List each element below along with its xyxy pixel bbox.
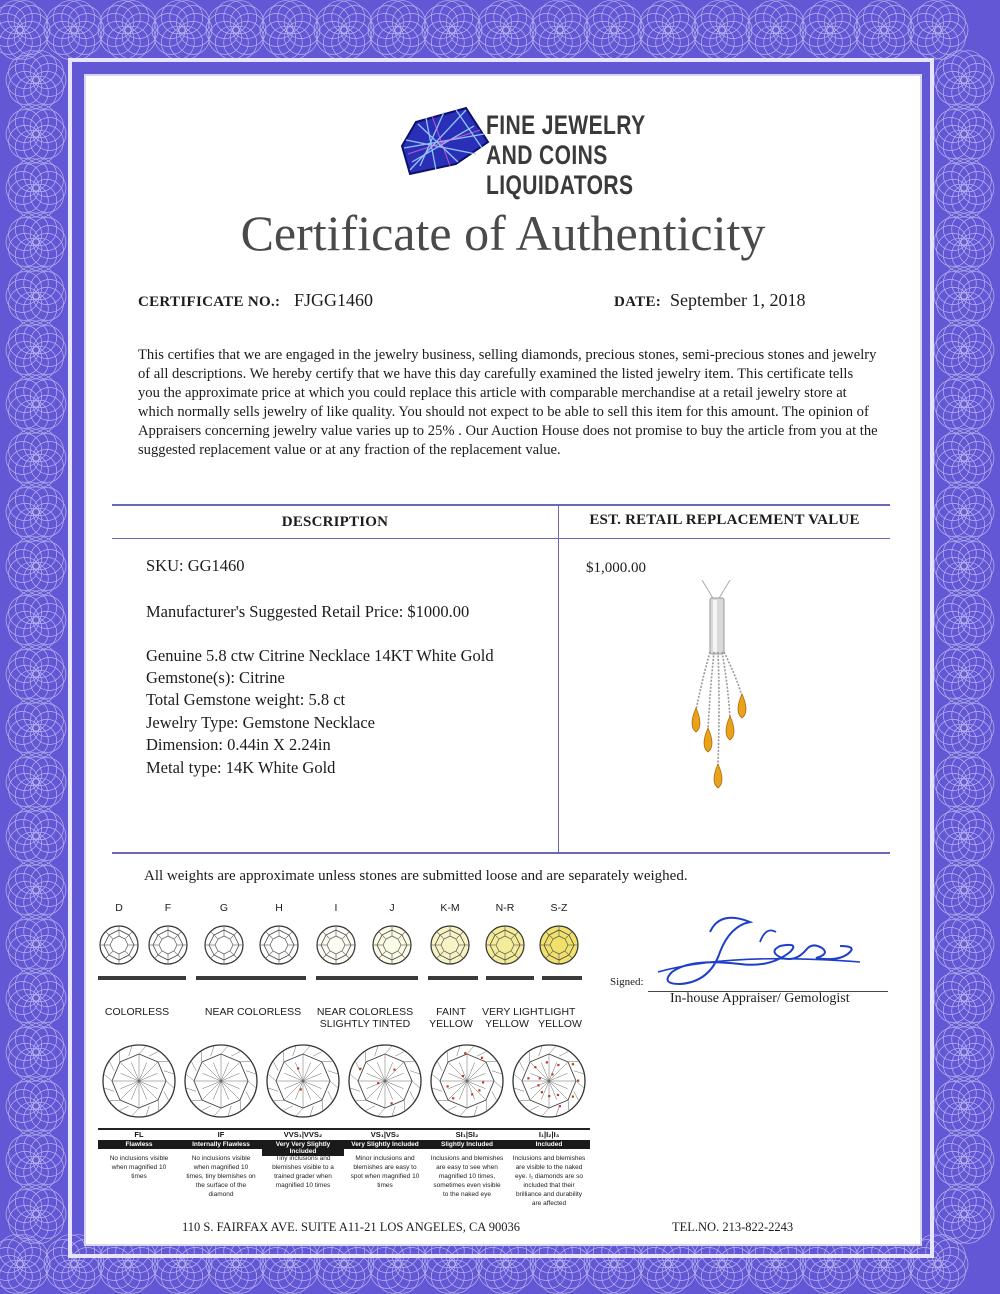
clarity-description: No inclusions visible when magnified 10 times (109, 1155, 169, 1180)
gem-weight-line: Total Gemstone weight: 5.8 ct (146, 690, 346, 709)
necklace-image (672, 580, 762, 804)
clarity-name: Included (508, 1140, 590, 1149)
color-letter-j: J (389, 902, 395, 914)
sku-line: SKU: GG1460 (146, 556, 245, 575)
clarity-description: No inclusions visible when magnified 10 times, tiny blemishes on the surface of the diamond (186, 1155, 256, 1198)
date-label: DATE: (614, 294, 662, 310)
gemstones-line: Gemstone(s): Citrine (146, 668, 285, 687)
clarity-name: Slightly Included (426, 1140, 508, 1149)
color-letter-d: D (115, 902, 123, 914)
color-category-label: FAINT YELLOW (429, 1006, 473, 1030)
value-header: EST. RETAIL REPLACEMENT VALUE (589, 512, 860, 528)
logo-line-2: AND COINS (486, 140, 608, 170)
clarity-diamond-icon (182, 1042, 260, 1120)
dimension-line: Dimension: 0.44in X 2.24in (146, 735, 331, 754)
color-letter-f: F (164, 902, 172, 914)
description-table (112, 504, 890, 854)
logo-line-1: FINE JEWELRY (486, 110, 646, 140)
logo-gem-icon (396, 104, 492, 200)
color-letter-s-z: S-Z (550, 902, 568, 914)
msrp-line: Manufacturer's Suggested Retail Price: $1000.00 (146, 602, 470, 621)
clarity-diamond-icon (428, 1042, 506, 1120)
description-header: DESCRIPTION (281, 514, 389, 530)
clarity-diamond-icon (100, 1042, 178, 1120)
clarity-diamond-icon (346, 1042, 424, 1120)
clarity-description: Inclusions and blemishes are easy to see when magnified 10 times, sometimes even visible to the naked eye (430, 1155, 504, 1198)
clarity-description: Tiny inclusions and blemishes visible to a trained grader when magnified 10 times (272, 1155, 334, 1189)
color-gem-icon (315, 924, 357, 966)
logo-wordmark (486, 110, 646, 200)
footer-phone: TEL.NO. 213-822-2243 (672, 1220, 794, 1234)
clarity-description: Inclusions and blemishes are visible to the naked eye. I₁ diamonds are so included that their brilliance and durability are affected (512, 1155, 586, 1207)
logo-line-3: LIQUIDATORS (486, 170, 634, 200)
clarity-code: VS₁|VS₂ (344, 1128, 426, 1139)
appraiser-title: In-house Appraiser/ Gemologist (670, 991, 850, 1006)
jewelry-type-line: Jewelry Type: Gemstone Necklace (146, 713, 375, 732)
color-gem-icon (98, 924, 140, 966)
color-group-bar (98, 974, 582, 982)
clarity-name: Very Slightly Included (344, 1140, 426, 1149)
certificate-page (84, 74, 922, 1246)
color-gem-icon (203, 924, 245, 966)
metal-type-line: Metal type: 14K White Gold (146, 758, 336, 777)
color-gem-icon (258, 924, 300, 966)
clarity-code: FL (98, 1128, 180, 1139)
color-letter-i: I (334, 902, 338, 914)
certificate-title: Certificate of Authenticity (240, 205, 766, 261)
date-value: September 1, 2018 (670, 290, 806, 310)
clarity-name: Flawless (98, 1140, 180, 1149)
certificate-no-value: FJGG1460 (294, 290, 374, 310)
clarity-name: Internally Flawless (180, 1140, 262, 1149)
signature-image (650, 912, 870, 992)
color-letter-n-r: N-R (495, 902, 515, 914)
color-category-label: NEAR COLORLESS (204, 1006, 302, 1018)
color-category-label: NEAR COLORLESS SLIGHTLY TINTED (316, 1006, 414, 1030)
product-name-line: Genuine 5.8 ctw Citrine Necklace 14KT White Gold (146, 646, 494, 665)
color-letter-g: G (219, 902, 229, 914)
clarity-diamond-icon (264, 1042, 342, 1120)
weights-note: All weights are approximate unless stones are submitted loose and are separately weighed. (144, 868, 688, 884)
replacement-value: $1,000.00 (586, 560, 646, 576)
color-category-label: COLORLESS (104, 1006, 170, 1018)
clarity-name: Very Very Slightly Included (262, 1140, 344, 1156)
color-gem-icon (484, 924, 526, 966)
color-category-label: LIGHT YELLOW (538, 1006, 582, 1030)
color-category-label: VERY LIGHT YELLOW (482, 1006, 545, 1030)
clarity-code: VVS₁|VVS₂ (262, 1128, 344, 1139)
clarity-diamond-icon (510, 1042, 588, 1120)
clarity-code: SI₁|SI₂ (426, 1128, 508, 1139)
clarity-description: Minor inclusions and blemishes are easy to spot when magnified 10 times (350, 1155, 420, 1189)
certificate-no-label: CERTIFICATE NO.: (138, 294, 281, 310)
signed-label: Signed: (610, 976, 644, 988)
color-gem-icon (371, 924, 413, 966)
intro-paragraph: This certifies that we are engaged in the jewelry business, selling diamonds, precious stones, semi-precious stones and jewelry of all descriptions. We hereby certify that we have this day carefully examined the listed jewelry item. This certificate tells you the approximate price at which you could replace this article with comparable merchandise at a retail jewelry store at which normally sells jewelry of like quality. You should not expect to be able to sell this item for this amount. The opinion of Appraisers concerning jewelry value varies up to 25% . Our Auction House does not promise to buy the article from you at the suggested replacement value or at any fraction of the replacement value. (138, 347, 878, 458)
color-gem-icon (429, 924, 471, 966)
color-gem-icon (147, 924, 189, 966)
clarity-code: IF (180, 1128, 262, 1139)
color-letter-h: H (275, 902, 283, 914)
color-gem-icon (538, 924, 580, 966)
color-letter-k-m: K-M (440, 902, 460, 914)
footer-address: 110 S. FAIRFAX AVE. SUITE A11-21 LOS ANGELES, CA 90036 (182, 1220, 520, 1234)
clarity-code: I₁|I₂|I₃ (508, 1128, 590, 1139)
